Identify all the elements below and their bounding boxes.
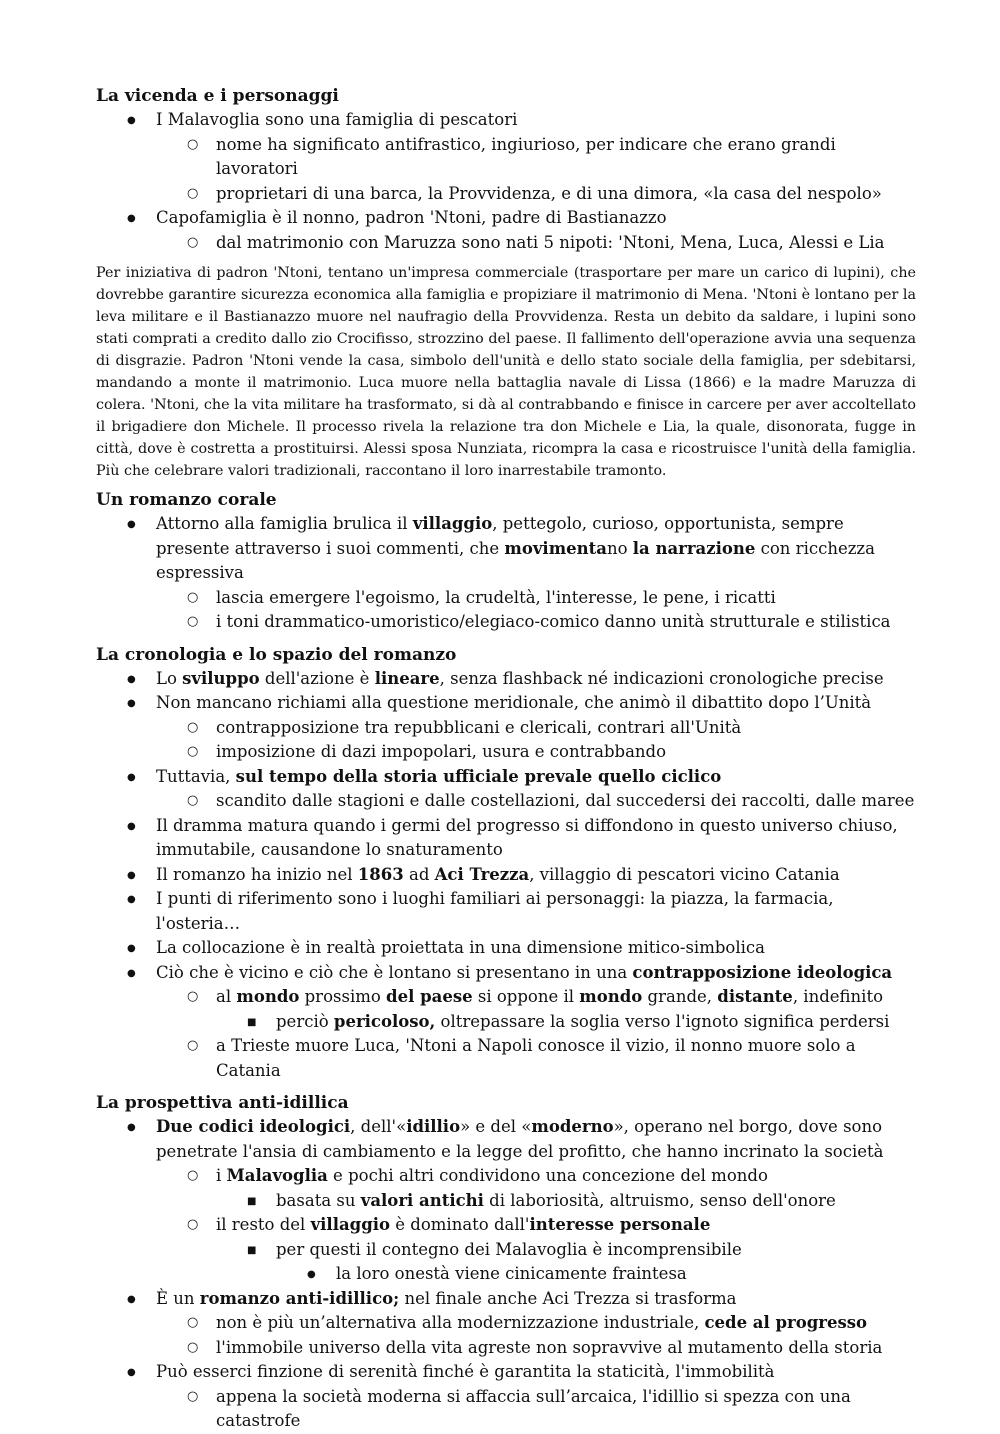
list-item: ● Ciò che è vicino e ciò che è lontano si presentano in una contrapposizione ideologica bbox=[96, 961, 916, 986]
list-item: ○ a Trieste muore Luca, 'Ntoni a Napoli conosce il vizio, il nonno muore solo a Catania bbox=[96, 1034, 916, 1083]
list-item: ■ perciò pericoloso, oltrepassare la soglia verso l'ignoto significa perdersi bbox=[96, 1010, 916, 1035]
list-item: ● Non mancano richiami alla questione meridionale, che animò il dibattito dopo l’Unità bbox=[96, 691, 916, 716]
list-item: ● Il romanzo ha inizio nel 1863 ad Aci Trezza, villaggio di pescatori vicino Catania bbox=[96, 863, 916, 888]
list-item: ○ i toni drammatico-umoristico/elegiaco-comico danno unità strutturale e stilistica bbox=[96, 610, 916, 635]
list-item: ○ l'immobile universo della vita agreste non sopravvive al mutamento della storia bbox=[96, 1336, 916, 1361]
list-item: ● La collocazione è in realtà proiettata in una dimensione mitico-simbolica bbox=[96, 936, 916, 961]
list-item: ○ contrapposizione tra repubblicani e clericali, contrari all'Unità bbox=[96, 716, 916, 741]
list-item: ○ appena la società moderna si affaccia sull’arcaica, l'idillio si spezza con una catastrofe bbox=[96, 1385, 916, 1434]
list-item: ■ basata su valori antichi di laboriosità, altruismo, senso dell'onore bbox=[96, 1189, 916, 1214]
list-item: ○ al mondo prossimo del paese si oppone il mondo grande, distante, indefinito bbox=[96, 985, 916, 1010]
list-item: ● I Malavoglia sono una famiglia di pescatori bbox=[96, 108, 916, 133]
list-item: ● È un romanzo anti-idillico; nel finale anche Aci Trezza si trasforma bbox=[96, 1287, 916, 1312]
bullet-list bbox=[96, 512, 916, 635]
section-title: La prospettiva anti-idillica bbox=[96, 1093, 349, 1113]
bullet-list bbox=[96, 108, 916, 255]
list-item: ○ imposizione di dazi impopolari, usura e contrabbando bbox=[96, 740, 916, 765]
list-item: ○ non è più un’alternativa alla modernizzazione industriale, cede al progresso bbox=[96, 1311, 916, 1336]
list-item: ■ per questi il contegno dei Malavoglia è incomprensibile bbox=[96, 1238, 916, 1263]
bullet-list bbox=[96, 1115, 916, 1434]
list-item: ○ proprietari di una barca, la Provvidenza, e di una dimora, «la casa del nespolo» bbox=[96, 182, 916, 207]
list-item: ● Attorno alla famiglia brulica il villaggio, pettegolo, curioso, opportunista, sempre presente attraverso i suoi commenti, che movimentano la narrazione con ricchezza espressiva bbox=[96, 512, 916, 586]
document-page bbox=[96, 84, 916, 1434]
list-item: ● I punti di riferimento sono i luoghi familiari ai personaggi: la piazza, la farmacia, l'osteria… bbox=[96, 887, 916, 936]
list-item: ● Due codici ideologici, dell'«idillio» e del «moderno», operano nel borgo, dove sono penetrate l'ansia di cambiamento e la legge del profitto, che hanno incrinato la società bbox=[96, 1115, 916, 1164]
list-item: ● la loro onestà viene cinicamente fraintesa bbox=[96, 1262, 916, 1287]
list-item: ○ nome ha significato antifrastico, ingiurioso, per indicare che erano grandi lavoratori bbox=[96, 133, 916, 182]
list-item: ○ scandito dalle stagioni e dalle costellazioni, dal succedersi dei raccolti, dalle maree bbox=[96, 789, 916, 814]
list-item: ● Tuttavia, sul tempo della storia ufficiale prevale quello ciclico bbox=[96, 765, 916, 790]
list-item: ● Capofamiglia è il nonno, padron 'Ntoni, padre di Bastianazzo bbox=[96, 206, 916, 231]
list-item: ● Lo sviluppo dell'azione è lineare, senza flashback né indicazioni cronologiche precise bbox=[96, 667, 916, 692]
summary-paragraph: Per iniziativa di padron 'Ntoni, tentano un'impresa commerciale (trasportare per mare un carico di lupini), che dovrebbe garantire sicurezza economica alla famiglia e propiziare il matrimonio di Mena. 'Ntoni è lontano per la leva militare e il Bastianazzo muore nel naufragio della Provvidenza. Resta un debito da saldare, i lupini sono stati comprati a credito dallo zio Crocifisso, strozzino del paese. Il fallimento dell'operazione avvia una sequenza di disgrazie. Padron 'Ntoni vende la casa, simbolo dell'unità e dello stato sociale della famiglia, per sdebitarsi, mandando a monte il matrimonio. Luca muore nella battaglia navale di Lissa (1866) e la madre Maruzza di colera. 'Ntoni, che la vita militare ha trasformato, si dà al contrabbando e finisce in carcere per aver accoltellato il brigadiere don Michele. Il processo rivela la relazione tra don Michele e Lia, la quale, disonorata, fugge in città, dove è costretta a prostituirsi. Alessi sposa Nunziata, ricompra la casa e ricostruisce l'unità della famiglia. Più che celebrare valori tradizionali, raccontano il loro inarrestabile tramonto. bbox=[96, 265, 916, 479]
bullet-list bbox=[96, 667, 916, 1084]
section-title: La vicenda e i personaggi bbox=[96, 86, 339, 106]
list-item: ● Il dramma matura quando i germi del progresso si diffondono in questo universo chiuso, immutabile, causandone lo snaturamento bbox=[96, 814, 916, 863]
list-item: ○ i Malavoglia e pochi altri condividono una concezione del mondo bbox=[96, 1164, 916, 1189]
list-item: ○ il resto del villaggio è dominato dall'interesse personale bbox=[96, 1213, 916, 1238]
section-title: La cronologia e lo spazio del romanzo bbox=[96, 644, 457, 665]
list-item: ○ lascia emergere l'egoismo, la crudeltà, l'interesse, le pene, i ricatti bbox=[96, 586, 916, 611]
list-item: ● Può esserci finzione di serenità finché è garantita la staticità, l'immobilità bbox=[96, 1360, 916, 1385]
section-title: Un romanzo corale bbox=[96, 490, 277, 510]
list-item: ○ dal matrimonio con Maruzza sono nati 5 nipoti: 'Ntoni, Mena, Luca, Alessi e Lia bbox=[96, 231, 916, 256]
